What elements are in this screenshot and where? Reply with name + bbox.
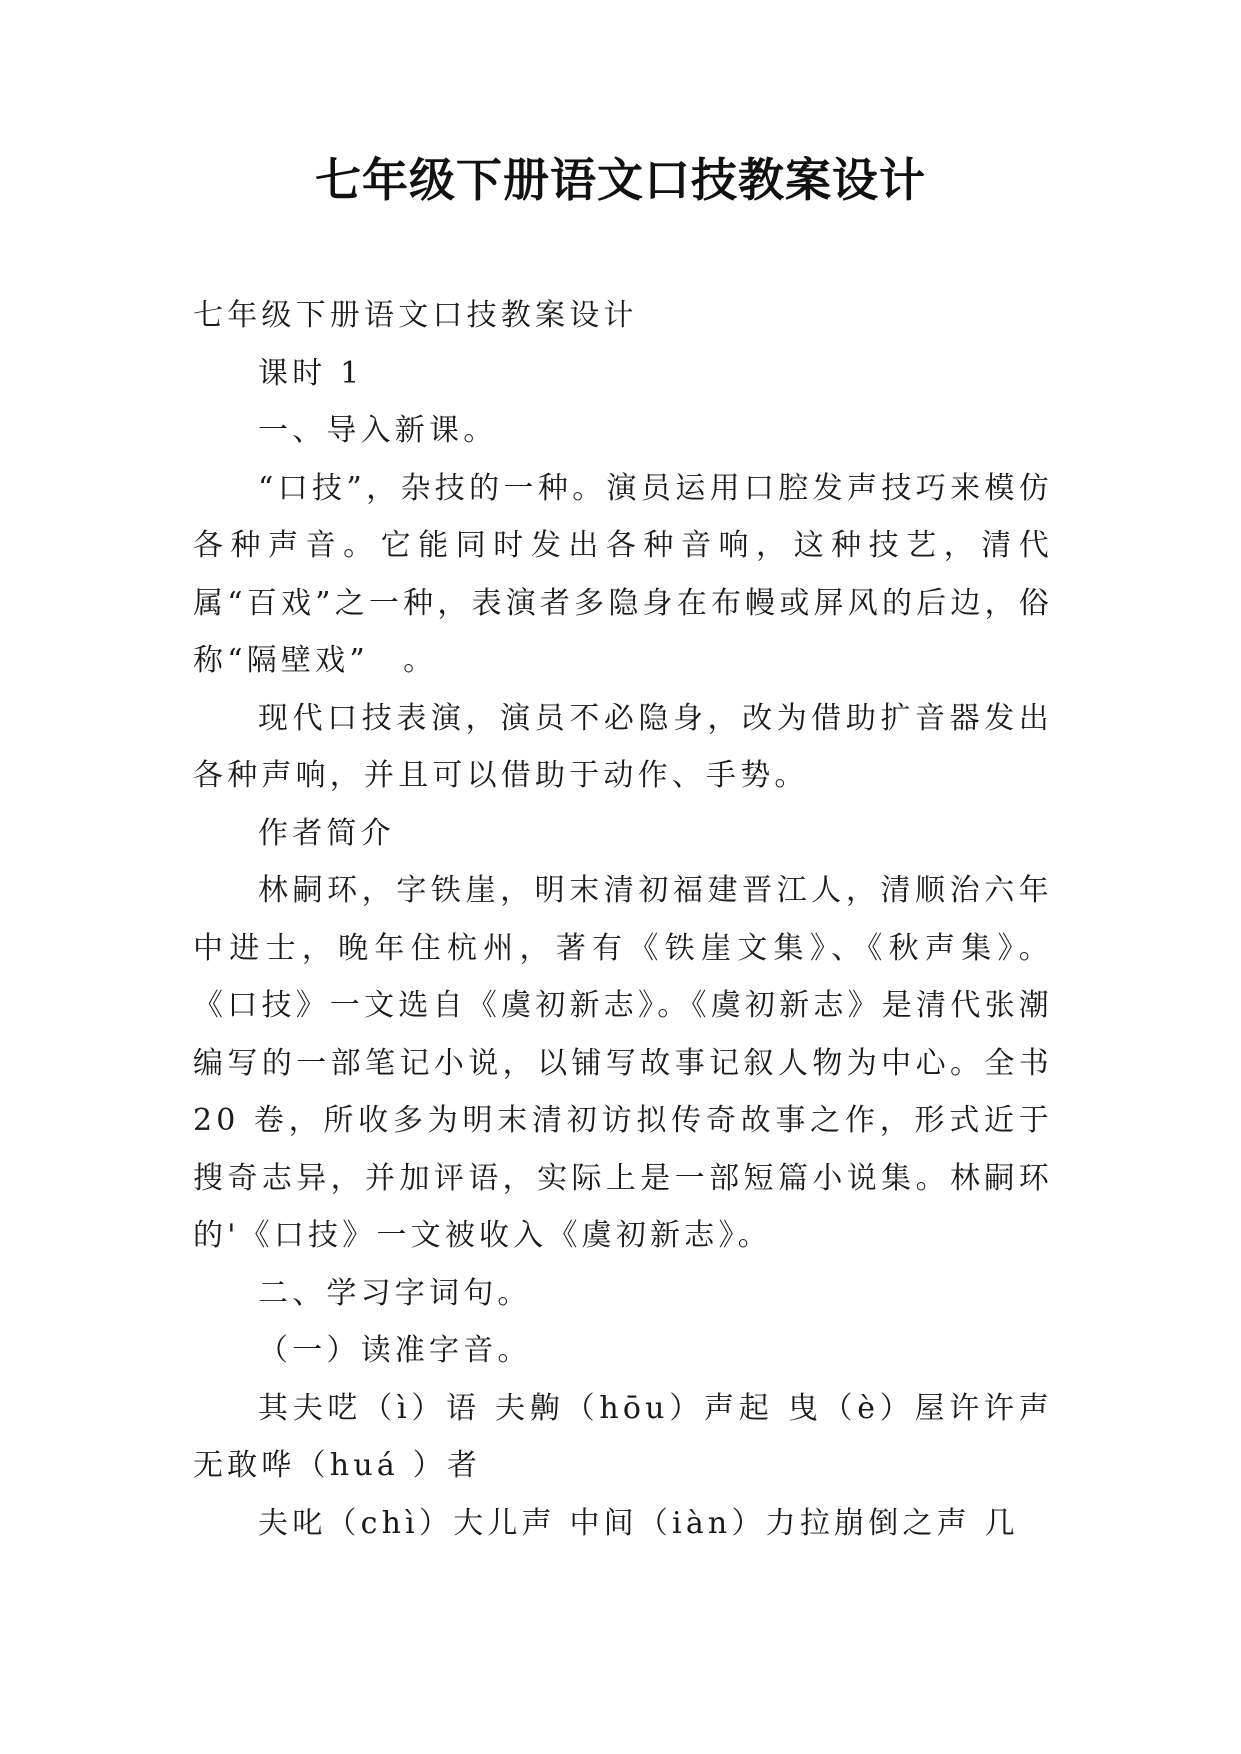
paragraph: 课时 1	[258, 355, 364, 391]
paragraph: 七年级下册语文口技教案设计	[193, 298, 638, 333]
paragraph: 其夫呓（ì）语 夫齁（hōu）声起 曳（è）屋许许声无敢哗（huá ）者	[193, 1390, 1053, 1483]
paragraph: “口技”，杂技的一种。演员运用口腔发声技巧来模仿各种声音。它能同时发出各种音响，这种技艺，清代属“百戏”之一种，表演者多隐身在布幔或屏风的后边，俗称“隔壁戏” 。	[193, 470, 1053, 678]
section-heading: 二、学习字词句。	[258, 1275, 532, 1311]
section-heading: （一）读准字音。	[258, 1333, 532, 1368]
document-body	[193, 287, 1053, 1552]
section-heading: 一、导入新课。	[258, 413, 498, 448]
paragraph: 夫叱（chì）大儿声 中间（iàn）力拉崩倒之声 几	[258, 1505, 1019, 1541]
paragraph: 现代口技表演，演员不必隐身，改为借助扩音器发出各种声响，并且可以借助于动作、手势。	[193, 700, 1053, 793]
section-heading: 作者简介	[258, 815, 395, 851]
document-title: 七年级下册语文口技教案设计	[315, 153, 926, 207]
paragraph: 林嗣环，字铁崖，明末清初福建晋江人，清顺治六年中进士，晚年住杭州，著有《铁崖文集》、《秋声集》。《口技》一文选自《虞初新志》。《虞初新志》是清代张潮编写的一部笔记小说，以铺写故事记叙人物为中心。全书 20 卷，所收多为明末清初访拟传奇故事之作，形式近于搜奇志异，并加评语，实际上是一部短篇小说集。林嗣环的'《口技》一文被收入《虞初新志》。	[193, 873, 1053, 1253]
